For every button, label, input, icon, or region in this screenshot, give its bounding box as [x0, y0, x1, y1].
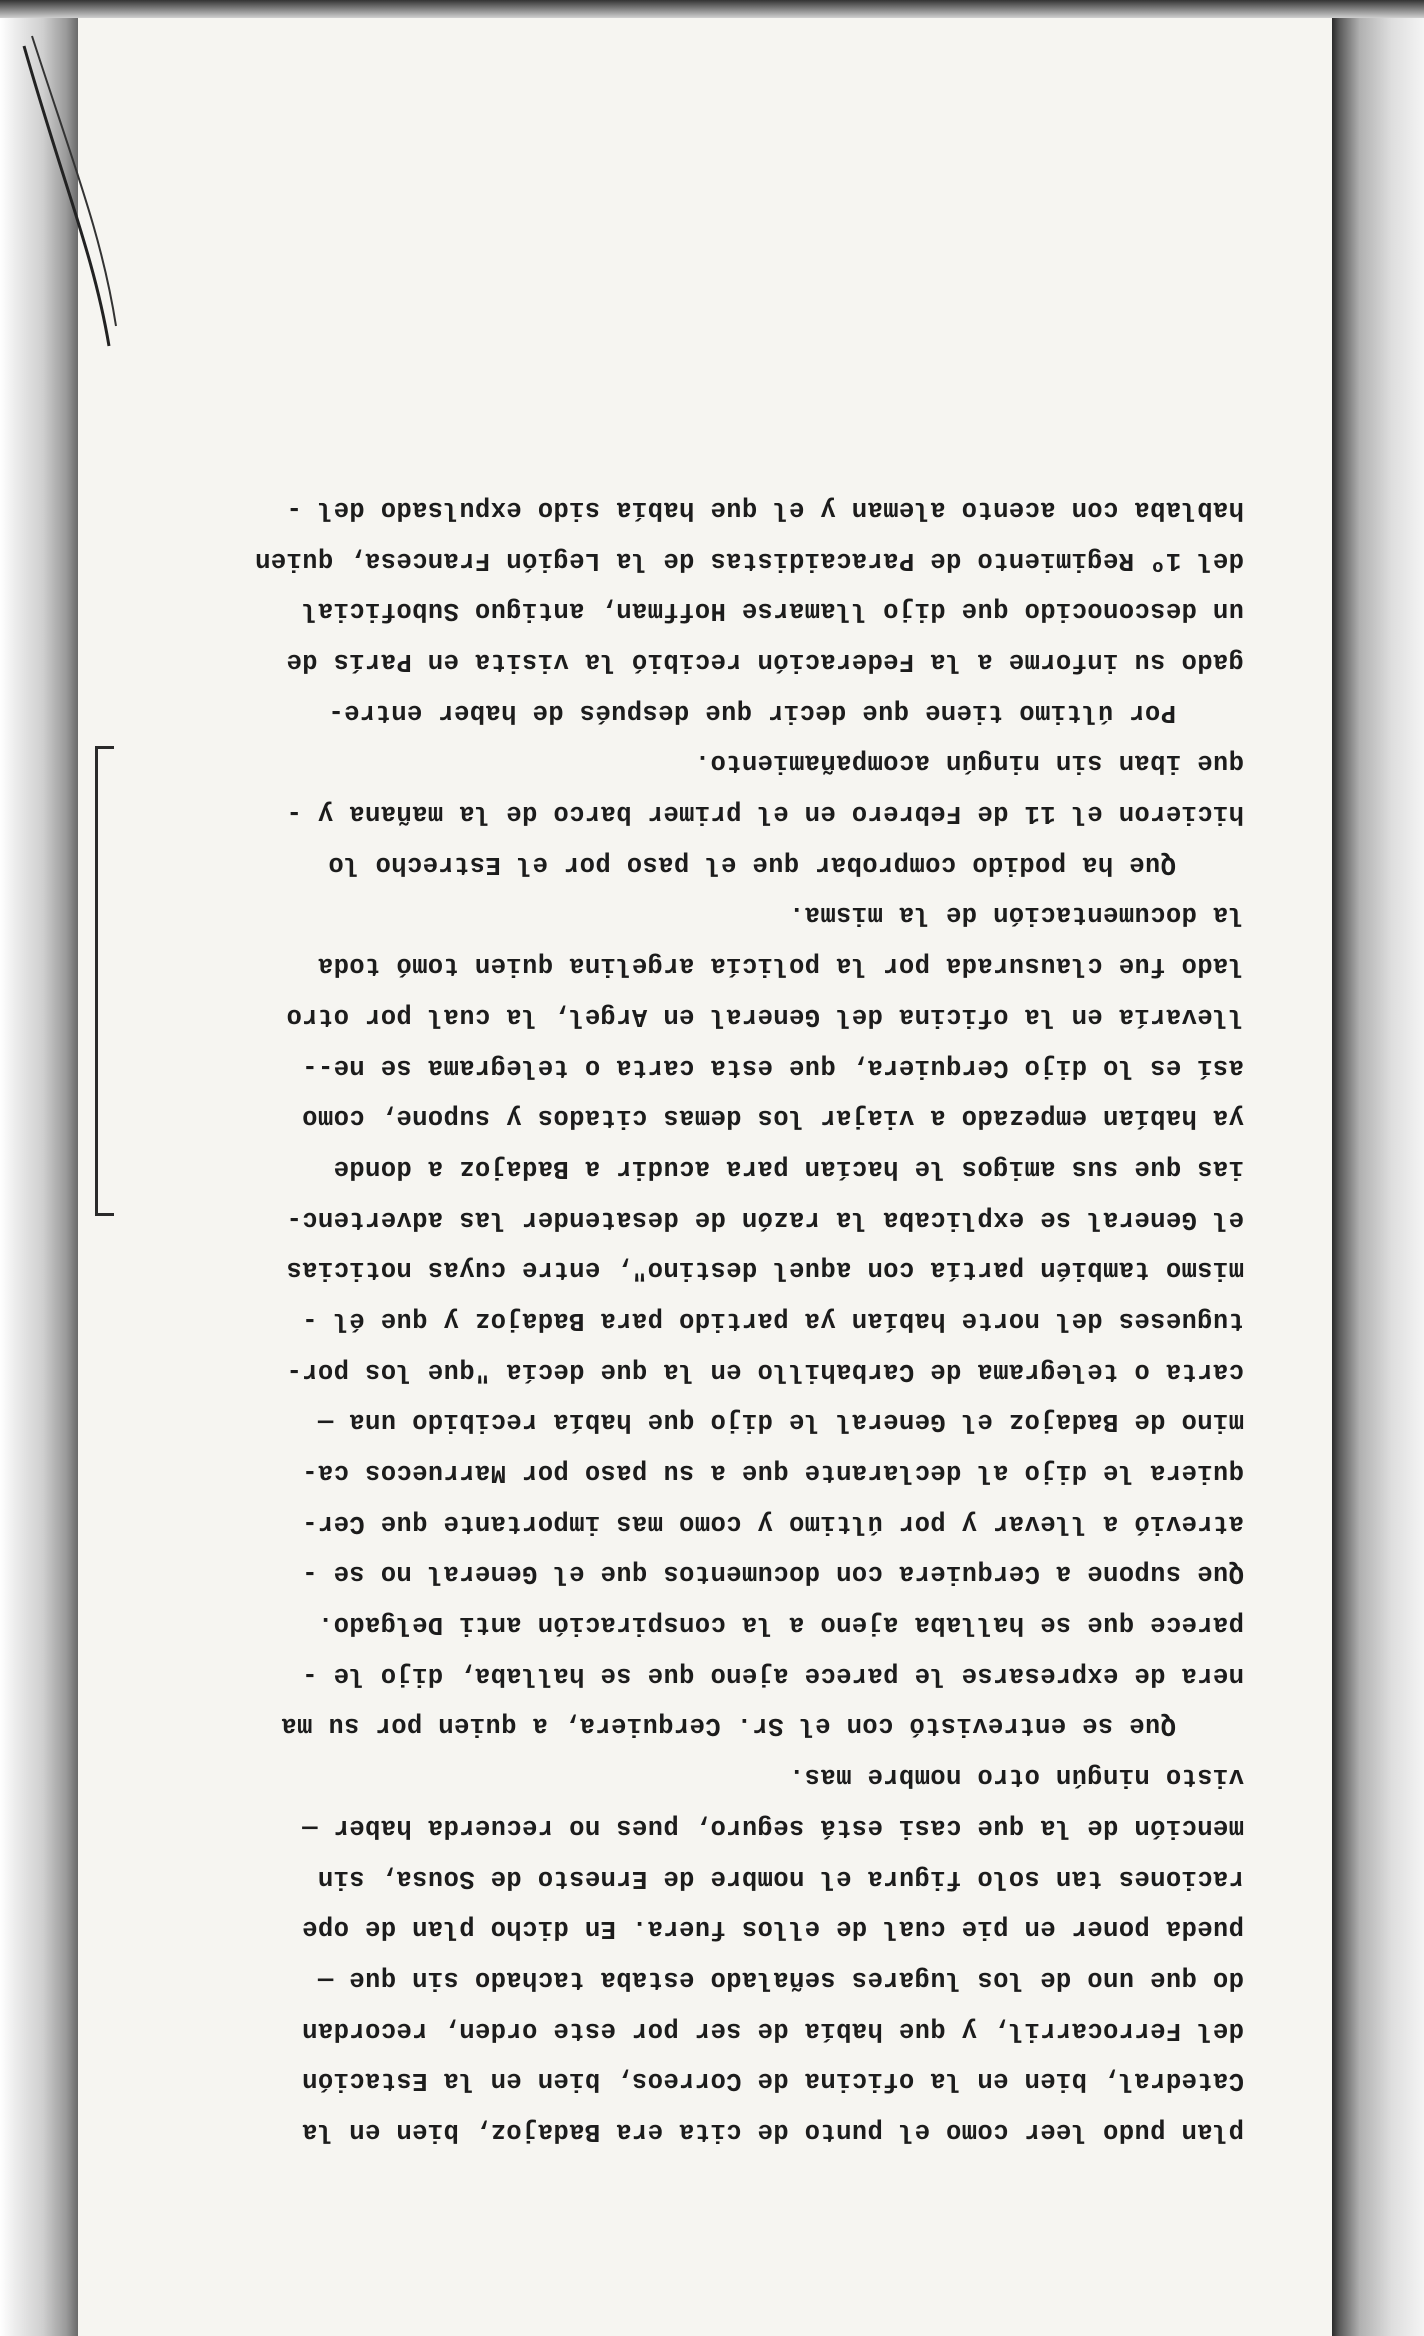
- text-line: hablaba con acento aleman y el que había sido expulsado del -: [286, 495, 1244, 524]
- text-line: del 1º Regimiento de Paracaidistas de la Legión Francesa, quien: [254, 545, 1244, 575]
- text-line: lado fue clausurada por la policía argelina quien tomó toda: [317, 951, 1244, 981]
- text-line: ya habían empezado a viajar los demas citados y supone, como: [301, 1103, 1244, 1133]
- text-line: visto ningún otro nombre mas.: [788, 1762, 1244, 1792]
- text-line: pueda poner en pie cual de ellos fuera. En dicho plan de ope: [301, 1914, 1244, 1944]
- text-line: plan pudo leer como el punto de cita era Badajoz, bien en la: [301, 2117, 1244, 2146]
- text-line: gado su informe a la Federación recibió la visita en París de: [286, 647, 1244, 677]
- text-line: un desconocido que dijo llamarse Hoffman, antiguo Suboficial: [301, 596, 1244, 626]
- text-line: carta o telegrama de Carbahillo en la que decía "que los por-: [286, 1356, 1244, 1386]
- text-line: el General se explicaba la razón de desatender las advertenc-: [286, 1204, 1244, 1234]
- text-line: la documentación de la misma.: [788, 900, 1244, 930]
- text-line: así es lo dijo Cerquiera, que esta carta o telegrama se ne--: [301, 1052, 1244, 1082]
- text-line: Que se entrevistó con el Sr. Cerquiera, a quien por su ma: [280, 1711, 1176, 1741]
- text-line: Que ha podido comprobar que el paso por el Estrecho lo: [328, 849, 1176, 879]
- text-line: mino de Badajoz el General le dijo que había recibido una —: [317, 1407, 1244, 1437]
- text-line: mismo también partía con aquel destino", entre cuyas noticias: [286, 1255, 1244, 1285]
- text-line: quiera le dijo al declarante que a su paso por Marruecos ca-: [301, 1458, 1244, 1488]
- text-line: mención de la que casi está seguro, pues no recuerda haber —: [301, 1812, 1244, 1842]
- text-line: Que supone a Cerquiera con documentos que el General no se -: [301, 1559, 1244, 1589]
- text-line: del Ferrocarril, y que había de ser por este orden, recordan: [301, 2015, 1244, 2045]
- text-line: hicieron el 11 de Febrero en el primer barco de la mañana y -: [286, 799, 1244, 829]
- text-line: do que uno de los lugares señalado estaba tachado sin que —: [317, 1964, 1244, 1994]
- text-line: ias que sus amigos le hacían para acudir a Badajoz a donde: [333, 1153, 1244, 1183]
- text-line: tugueses del norte habían ya partido para Badajoz y que él -: [301, 1306, 1244, 1335]
- text-line: raciones tan solo figura el nombre de Ernesto de Sousa, sin: [317, 1863, 1244, 1893]
- typed-text-block: [94, 483, 1244, 2156]
- text-line: Por último tiene que decir que después de haber entre-: [328, 697, 1176, 727]
- text-line: parece que se hallaba ajeno a la conspiración anti Delgado.: [317, 1610, 1244, 1640]
- text-line: que iban sin ningún acompañamiento.: [694, 748, 1244, 778]
- text-line: llevaría en la oficina del General en Argel, la cual por otro: [286, 1001, 1244, 1031]
- text-line: atrevió a llevar y por último y como mas importante que Cer-: [301, 1508, 1244, 1538]
- text-line: Catedral, bien en la oficina de Correos, bien en la Estación: [301, 2066, 1244, 2096]
- text-line: nera de expresarse le parece ajeno que se hallaba, dijo le -: [301, 1660, 1244, 1690]
